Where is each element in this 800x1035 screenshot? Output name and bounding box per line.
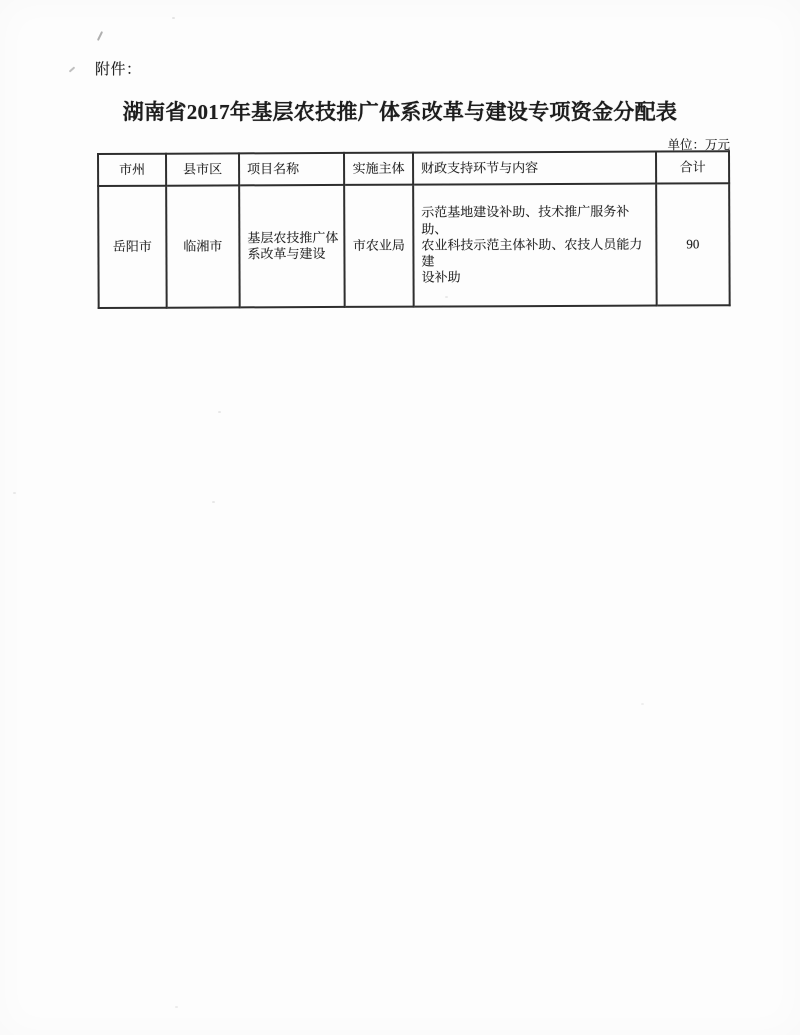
scan-speck — [172, 17, 175, 19]
col-header-implementer: 实施主体 — [344, 153, 413, 185]
pen-tick-artifact — [69, 66, 76, 72]
unit-note: 单位：万元 — [667, 138, 730, 152]
col-header-city: 市州 — [98, 154, 166, 186]
cell-county: 临湘市 — [166, 185, 240, 307]
document-title: 湖南省2017年基层农技推广体系改革与建设专项资金分配表 — [122, 100, 678, 124]
fund-allocation-table — [97, 150, 731, 309]
header-row — [98, 151, 729, 186]
cell-project: 基层农技推广体 系改革与建设 — [239, 185, 345, 307]
col-header-support: 财政支持环节与内容 — [413, 152, 656, 185]
cell-city: 岳阳市 — [98, 186, 167, 308]
col-header-total: 合计 — [656, 151, 729, 183]
scan-speck — [175, 1006, 178, 1008]
scan-speck — [641, 703, 644, 705]
col-header-county: 县市区 — [166, 153, 239, 185]
scan-speck — [13, 492, 16, 494]
attachment-label: 附件： — [95, 62, 142, 78]
pen-tick-artifact — [97, 31, 103, 41]
scan-speck — [212, 501, 215, 503]
cell-implementer: 市农业局 — [344, 185, 414, 307]
table-row — [98, 183, 730, 308]
scan-speck — [218, 411, 221, 413]
cell-support: 示范基地建设补助、技术推广服务补助、 农业科技示范主体补助、农技人员能力建 设补助 — [413, 184, 657, 307]
col-header-project: 项目名称 — [239, 153, 344, 185]
table-header-row — [98, 151, 729, 186]
cell-total: 90 — [656, 183, 730, 305]
